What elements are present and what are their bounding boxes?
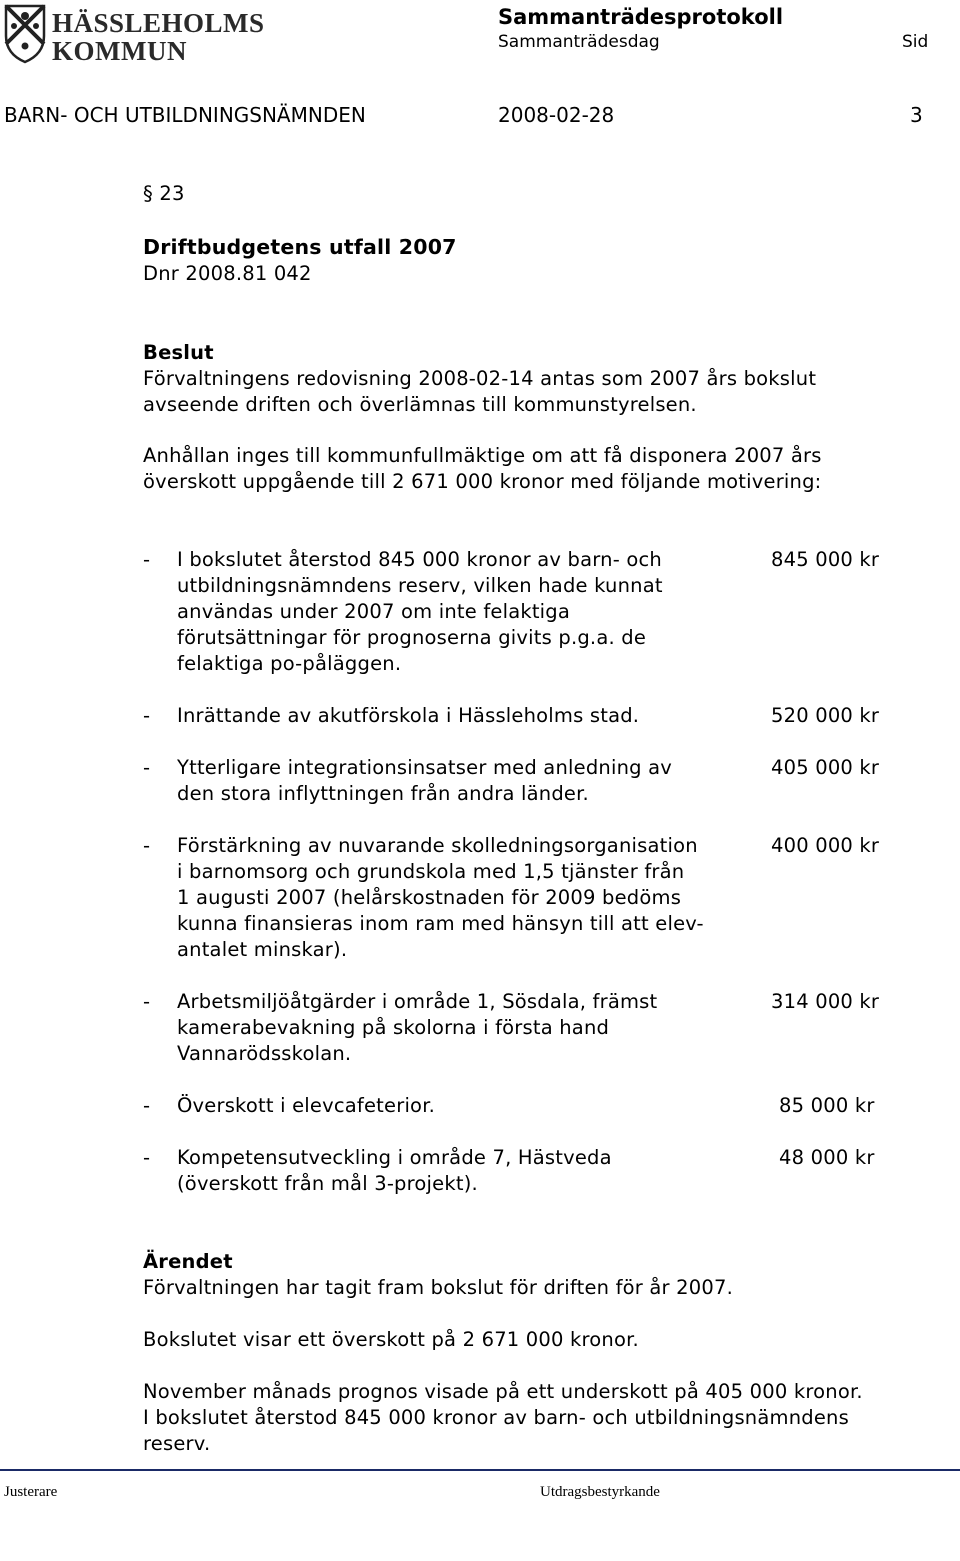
item-text-line: kamerabevakning på skolorna i första hand [177, 1016, 610, 1039]
committee-name: BARN- OCH UTBILDNINGSNÄMNDEN [4, 103, 366, 127]
item-text-line: användas under 2007 om inte felaktiga [177, 600, 571, 623]
item-amount: 400 000 kr [771, 834, 880, 857]
item-text-line: Kompetensutveckling i område 7, Hästveda [177, 1146, 612, 1169]
item-text-line: i barnomsorg och grundskola med 1,5 tjänster från [177, 860, 685, 883]
item-amount: 520 000 kr [771, 704, 880, 727]
beslut-line-2: avseende driften och överlämnas till kommunstyrelsen. [143, 393, 697, 416]
item-text-line: Arbetsmiljöåtgärder i område 1, Sösdala, främst [177, 990, 658, 1013]
item-amount: 314 000 kr [771, 990, 880, 1013]
arendet-paragraph-1: Förvaltningen har tagit fram bokslut för driften för år 2007. [143, 1276, 734, 1299]
beslut-heading: Beslut [143, 341, 214, 364]
protocol-title: Sammanträdesprotokoll [498, 5, 784, 29]
footer-utdragsbestyrkande: Utdragsbestyrkande [540, 1484, 660, 1500]
list-dash: - [143, 756, 151, 779]
footer-justerare: Justerare [4, 1484, 58, 1500]
dnr: Dnr 2008.81 042 [143, 262, 312, 285]
logo-text-line1: HÄSSLEHOLMS [52, 8, 265, 38]
item-text-line: Inrättande av akutförskola i Hässleholms stad. [177, 704, 640, 727]
arendet-paragraph-3-line-3: reserv. [143, 1432, 211, 1455]
item-text-line: utbildningsnämndens reserv, vilken hade kunnat [177, 574, 663, 597]
list-dash: - [143, 834, 151, 857]
item-text-line: (överskott från mål 3-projekt). [177, 1172, 478, 1195]
municipality-logo [0, 2, 265, 68]
item-text-line: Ytterligare integrationsinsatser med anledning av [177, 756, 673, 779]
item-text-line: Vannarödsskolan. [177, 1042, 352, 1065]
item-text-line: felaktiga po-påläggen. [177, 652, 402, 675]
arendet-paragraph-3-line-1: November månads prognos visade på ett underskott på 405 000 kronor. [143, 1380, 863, 1403]
section-title: Driftbudgetens utfall 2007 [143, 235, 457, 259]
item-amount: 405 000 kr [771, 756, 880, 779]
item-text-line: I bokslutet återstod 845 000 kronor av barn- och [177, 548, 662, 571]
item-text-line: förutsättningar för prognoserna givits p.g.a. de [177, 626, 647, 649]
request-line-2: överskott uppgående till 2 671 000 kronor med följande motivering: [143, 470, 822, 493]
list-dash: - [143, 704, 151, 727]
item-text-line: kunna finansieras inom ram med hänsyn till att elev- [177, 912, 704, 935]
page-label: Sid [902, 32, 929, 52]
paragraph-number: § 23 [143, 182, 185, 205]
footer-divider [0, 1469, 960, 1471]
item-amount: 845 000 kr [771, 548, 880, 571]
page-number: 3 [910, 103, 923, 127]
beslut-line-1: Förvaltningens redovisning 2008-02-14 antas som 2007 års bokslut [143, 367, 817, 390]
item-text-line: antalet minskar). [177, 938, 348, 961]
arendet-paragraph-3-line-2: I bokslutet återstod 845 000 kronor av barn- och utbildningsnämndens [143, 1406, 849, 1429]
coat-of-arms-icon [2, 2, 48, 64]
list-dash: - [143, 548, 151, 571]
list-dash: - [143, 990, 151, 1013]
item-text-line: 1 augusti 2007 (helårskostnaden för 2009 bedöms [177, 886, 682, 909]
meeting-date: 2008-02-28 [498, 103, 615, 127]
list-dash: - [143, 1094, 151, 1117]
item-text-line: Överskott i elevcafeterior. [177, 1094, 436, 1117]
arendet-paragraph-2: Bokslutet visar ett överskott på 2 671 000 kronor. [143, 1328, 639, 1351]
logo-text-line2: KOMMUN [52, 36, 187, 66]
item-text-line: Förstärkning av nuvarande skolledningsorganisation [177, 834, 698, 857]
item-amount: 48 000 kr [779, 1146, 875, 1169]
request-line-1: Anhållan inges till kommunfullmäktige om att få disponera 2007 års [143, 444, 822, 467]
item-amount: 85 000 kr [779, 1094, 875, 1117]
meeting-date-label: Sammanträdesdag [498, 32, 660, 52]
list-dash: - [143, 1146, 151, 1169]
item-text-line: den stora inflyttningen från andra länder. [177, 782, 589, 805]
arendet-heading: Ärendet [143, 1250, 233, 1273]
